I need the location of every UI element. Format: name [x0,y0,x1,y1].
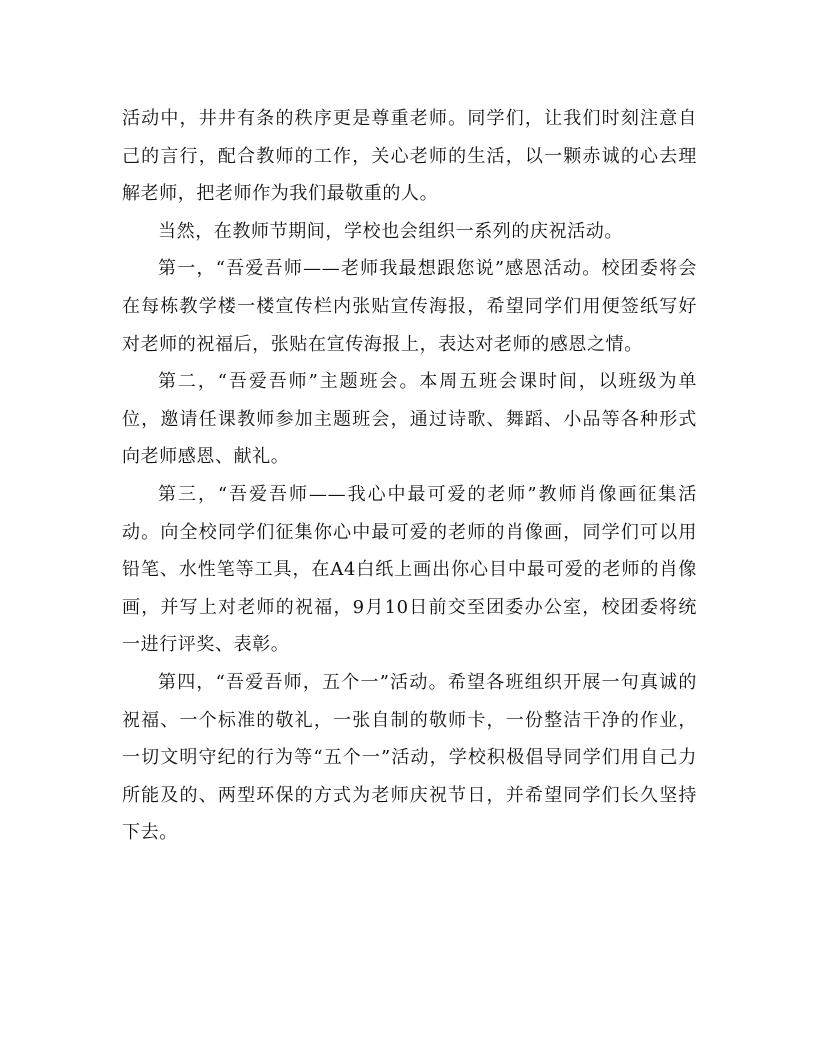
paragraph-activity-4: 第四，“吾爱吾师，五个一”活动。希望各班组织开展一句真诚的祝福、一个标准的敬礼，一张自制的敬师卡，一份整洁干净的作业，一切文明守纪的行为等“五个一”活动，学校积极倡导同学们用自己力所能及的、两型环保的方式为老师庆祝节日，并希望同学们长久坚持下去。 [122,671,697,844]
paragraph-activity-1: 第一，“吾爱吾师——老师我最想跟您说”感恩活动。校团委将会在每栋教学楼一楼宣传栏内张贴宣传海报，希望同学们用便签纸写好对老师的祝福后，张贴在宣传海报上，表达对老师的感恩之情。 [122,258,697,355]
paragraph-activity-3: 第三，“吾爱吾师——我心中最可爱的老师”教师肖像画征集活动。向全校同学们征集你心中最可爱的老师的肖像画，同学们可以用铅笔、水性笔等工具，在A4白纸上画出你心目中最可爱的老师的肖像画，并写上对老师的祝福，9月10日前交至团委办公室，校团委将统一进行评奖、表彰。 [122,483,697,656]
paragraph-continuation: 活动中，井井有条的秩序更是尊重老师。同学们，让我们时刻注意自己的言行，配合教师的工作，关心老师的生活，以一颗赤诚的心去理解老师，把老师作为我们最敬重的人。 [122,108,697,205]
paragraph-activity-2: 第二，“吾爱吾师”主题班会。本周五班会课时间，以班级为单位，邀请任课教师参加主题班会，通过诗歌、舞蹈、小品等各种形式向老师感恩、献礼。 [122,371,697,468]
paragraph-intro: 当然，在教师节期间，学校也会组织一系列的庆祝活动。 [158,220,623,242]
document-body [122,100,697,852]
